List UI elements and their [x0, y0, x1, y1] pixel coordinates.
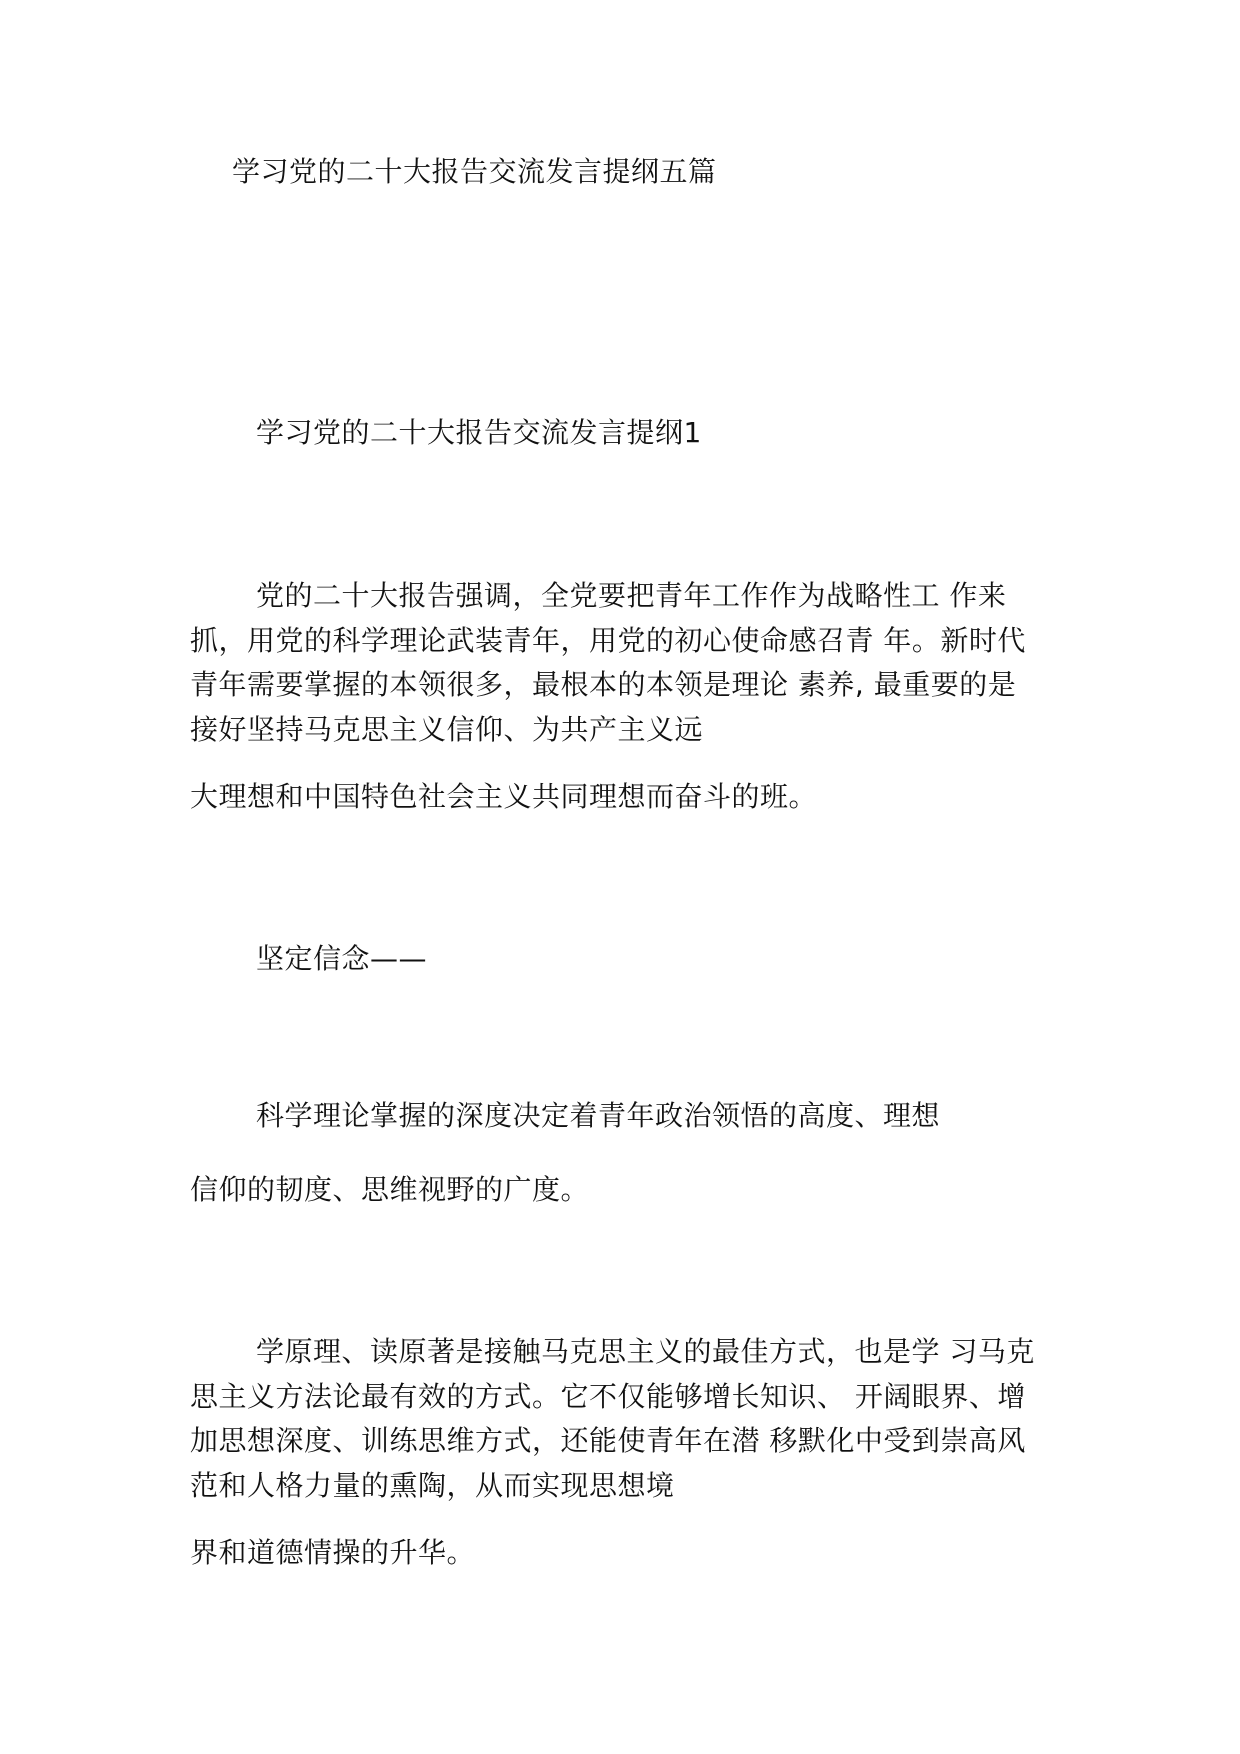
subheading-firm-belief: 坚定信念—— [256, 942, 428, 975]
paragraph-2-line-1: 科学理论掌握的深度决定着青年政治领悟的高度、理想 [256, 1099, 941, 1132]
paragraph-1 [190, 574, 1026, 752]
section-title: 学习党的二十大报告交流发言提纲1 [256, 416, 702, 449]
paragraph-3-line-1: 学原理、读原著是接触马克思主义的最佳方式，也是学 习马克 [256, 1335, 1035, 1368]
paragraph-1-line-4: 接好坚持马克思主义信仰、为共产主义远 [190, 712, 704, 746]
paragraph-3-line-4: 范和人格力量的熏陶，从而实现思想境 [190, 1468, 675, 1502]
paragraph-1-tail: 大理想和中国特色社会主义共同理想而奋斗的班。 [190, 780, 818, 813]
paragraph-2-tail: 信仰的韧度、思维视野的广度。 [190, 1173, 590, 1206]
paragraph-3-tail: 界和道德情操的升华。 [190, 1536, 476, 1569]
paragraph-1-line-3: 青年需要掌握的本领很多，最根本的本领是理论 素养, 最重要的是 [190, 668, 1017, 701]
paragraph-3-line-2: 思主义方法论最有效的方式。它不仅能够增长知识、 开阔眼界、增 [190, 1379, 1026, 1413]
paragraph-3-line-3: 加思想深度、训练思维方式，还能使青年在潜 移默化中受到崇高风 [190, 1424, 1026, 1457]
paragraph-1-line-2: 抓，用党的科学理论武装青年，用党的初心使命感召青 年。新时代 [190, 623, 1026, 657]
paragraph-1-line-1: 党的二十大报告强调，全党要把青年工作作为战略性工 作来 [256, 579, 1007, 612]
paragraph-3 [190, 1330, 1035, 1508]
document-title: 学习党的二十大报告交流发言提纲五篇 [232, 155, 717, 188]
